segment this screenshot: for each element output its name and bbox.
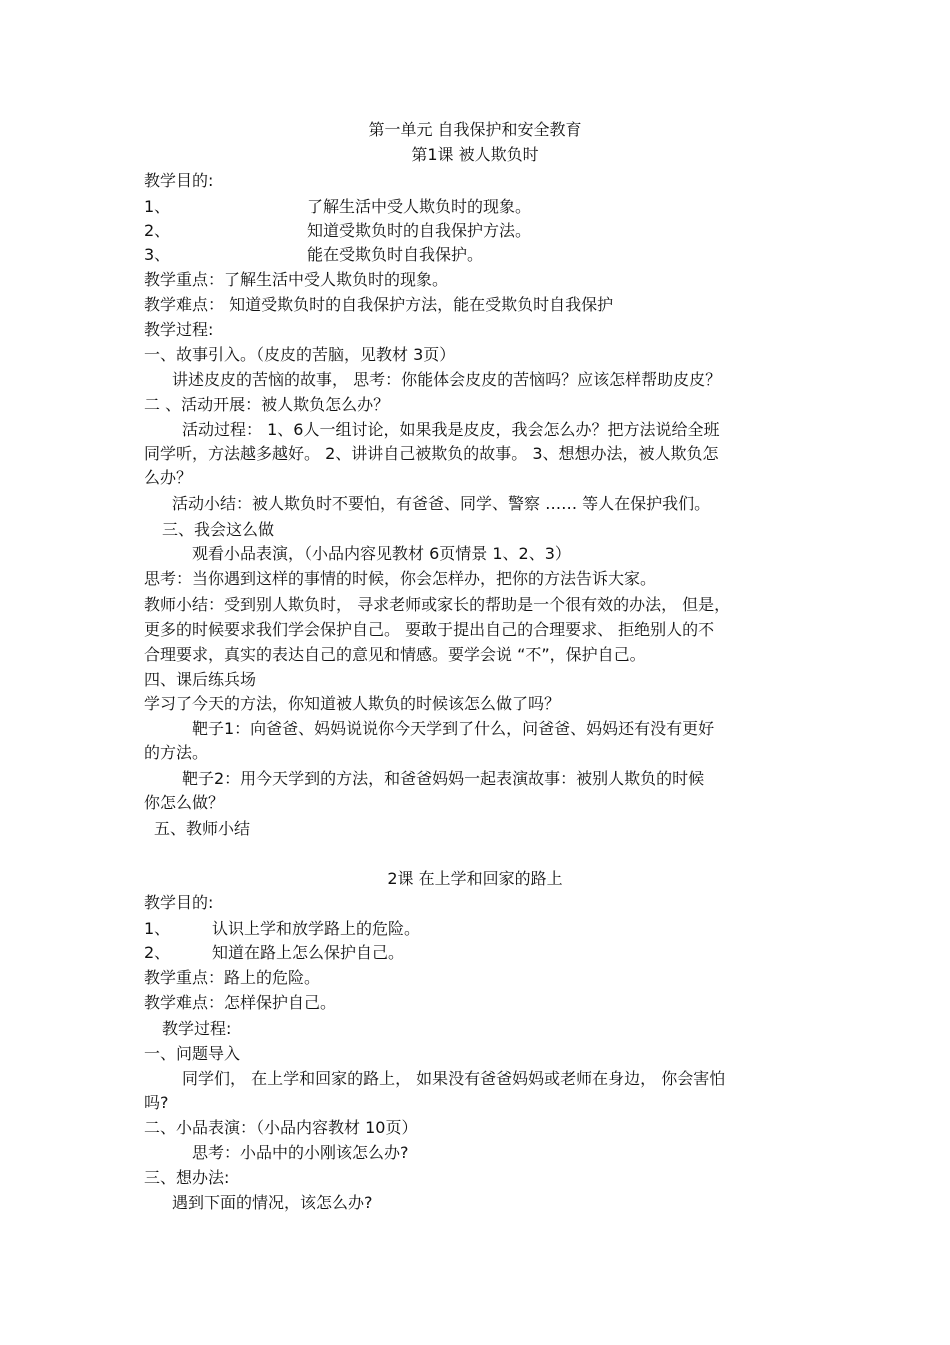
goal-number: 2、 bbox=[144, 221, 171, 240]
teacher-summary: 合理要求，真实的表达自己的意见和情感。要学会说 “不”，保护自己。 bbox=[144, 645, 646, 664]
step-heading: 一、故事引入。（皮皮的苦脑，见教材 3页） bbox=[144, 345, 456, 364]
step-summary: 活动小结：被人欺负时不要怕，有爸爸、同学、警察 …… 等人在保护我们。 bbox=[172, 494, 711, 513]
goal-text: 了解生活中受人欺负时的现象。 bbox=[307, 197, 532, 216]
goal-text: 能在受欺负时自我保护。 bbox=[307, 245, 484, 264]
step-detail: 同学听，方法越多越好。 2、讲讲自己被欺负的故事。 3、想想办法，被人欺负怎 bbox=[144, 444, 719, 463]
step-heading: 四、课后练兵场 bbox=[144, 670, 257, 689]
step-heading: 三、我会这么做 bbox=[162, 520, 275, 539]
lesson-title: 第1课 被人欺负时 bbox=[411, 145, 539, 164]
step-heading: 五、教师小结 bbox=[154, 819, 251, 838]
difficulty: 教学难点： 知道受欺负时的自我保护方法，能在受欺负时自我保护 bbox=[144, 295, 614, 314]
teacher-summary: 更多的时候要求我们学会保护自己。 要敢于提出自己的合理要求、 拒绝别人的不 bbox=[144, 620, 715, 639]
step-detail: 遇到下面的情况，该怎么办? bbox=[172, 1193, 373, 1212]
step-detail: 思考：当你遇到这样的事情的时候，你会怎样办，把你的方法告诉大家。 bbox=[144, 569, 657, 588]
step-heading: 一、问题导入 bbox=[144, 1044, 241, 1063]
goals-label: 教学目的: bbox=[144, 171, 214, 190]
step-detail: 你怎么做？ bbox=[144, 793, 225, 812]
goal-number: 2、 bbox=[144, 943, 171, 962]
step-detail: 观看小品表演，（小品内容见教材 6页情景 1、2、3） bbox=[192, 544, 571, 563]
step-detail: 么办？ bbox=[144, 468, 193, 487]
goals-label: 教学目的: bbox=[144, 893, 214, 912]
goal-number: 3、 bbox=[144, 245, 171, 264]
step-detail: 讲述皮皮的苦恼的故事， 思考：你能体会皮皮的苦恼吗？应该怎样帮助皮皮？ bbox=[172, 370, 722, 389]
step-heading: 三、想办法: bbox=[144, 1168, 230, 1187]
unit-title: 第一单元 自我保护和安全教育 bbox=[368, 120, 582, 139]
difficulty: 教学难点：怎样保护自己。 bbox=[144, 993, 337, 1012]
goal-text: 知道在路上怎么保护自己。 bbox=[212, 943, 405, 962]
step-detail: 同学们， 在上学和回家的路上， 如果没有爸爸妈妈或老师在身边， 你会害怕 bbox=[182, 1069, 726, 1088]
lesson-title: 2课 在上学和回家的路上 bbox=[387, 869, 563, 888]
teacher-summary: 教师小结：受到别人欺负时， 寻求老师或家长的帮助是一个很有效的办法， 但是， bbox=[144, 595, 731, 614]
key-point: 教学重点：路上的危险。 bbox=[144, 968, 321, 987]
process-label: 教学过程: bbox=[144, 320, 214, 339]
step-detail: 思考：小品中的小刚该怎么办? bbox=[192, 1143, 409, 1162]
step-detail: 的方法。 bbox=[144, 743, 209, 762]
goal-number: 1、 bbox=[144, 197, 171, 216]
step-detail: 活动过程： 1、6人一组讨论，如果我是皮皮，我会怎么办？把方法说给全班 bbox=[182, 420, 720, 439]
process-label: 教学过程: bbox=[162, 1019, 232, 1038]
goal-text: 认识上学和放学路上的危险。 bbox=[212, 919, 421, 938]
key-point: 教学重点：了解生活中受人欺负时的现象。 bbox=[144, 270, 449, 289]
step-detail: 靶子2：用今天学到的方法，和爸爸妈妈一起表演故事：被别人欺负的时候 bbox=[182, 769, 705, 788]
step-detail: 靶子1：向爸爸、妈妈说说你今天学到了什么，问爸爸、妈妈还有没有更好 bbox=[192, 719, 715, 738]
goal-number: 1、 bbox=[144, 919, 171, 938]
step-detail: 吗? bbox=[144, 1093, 169, 1112]
goal-text: 知道受欺负时的自我保护方法。 bbox=[307, 221, 532, 240]
step-detail: 学习了今天的方法，你知道被人欺负的时候该怎么做了吗？ bbox=[144, 694, 561, 713]
step-heading: 二、小品表演：（小品内容教材 10页） bbox=[144, 1118, 418, 1137]
step-heading: 二 、活动开展：被人欺负怎么办？ bbox=[144, 395, 390, 414]
